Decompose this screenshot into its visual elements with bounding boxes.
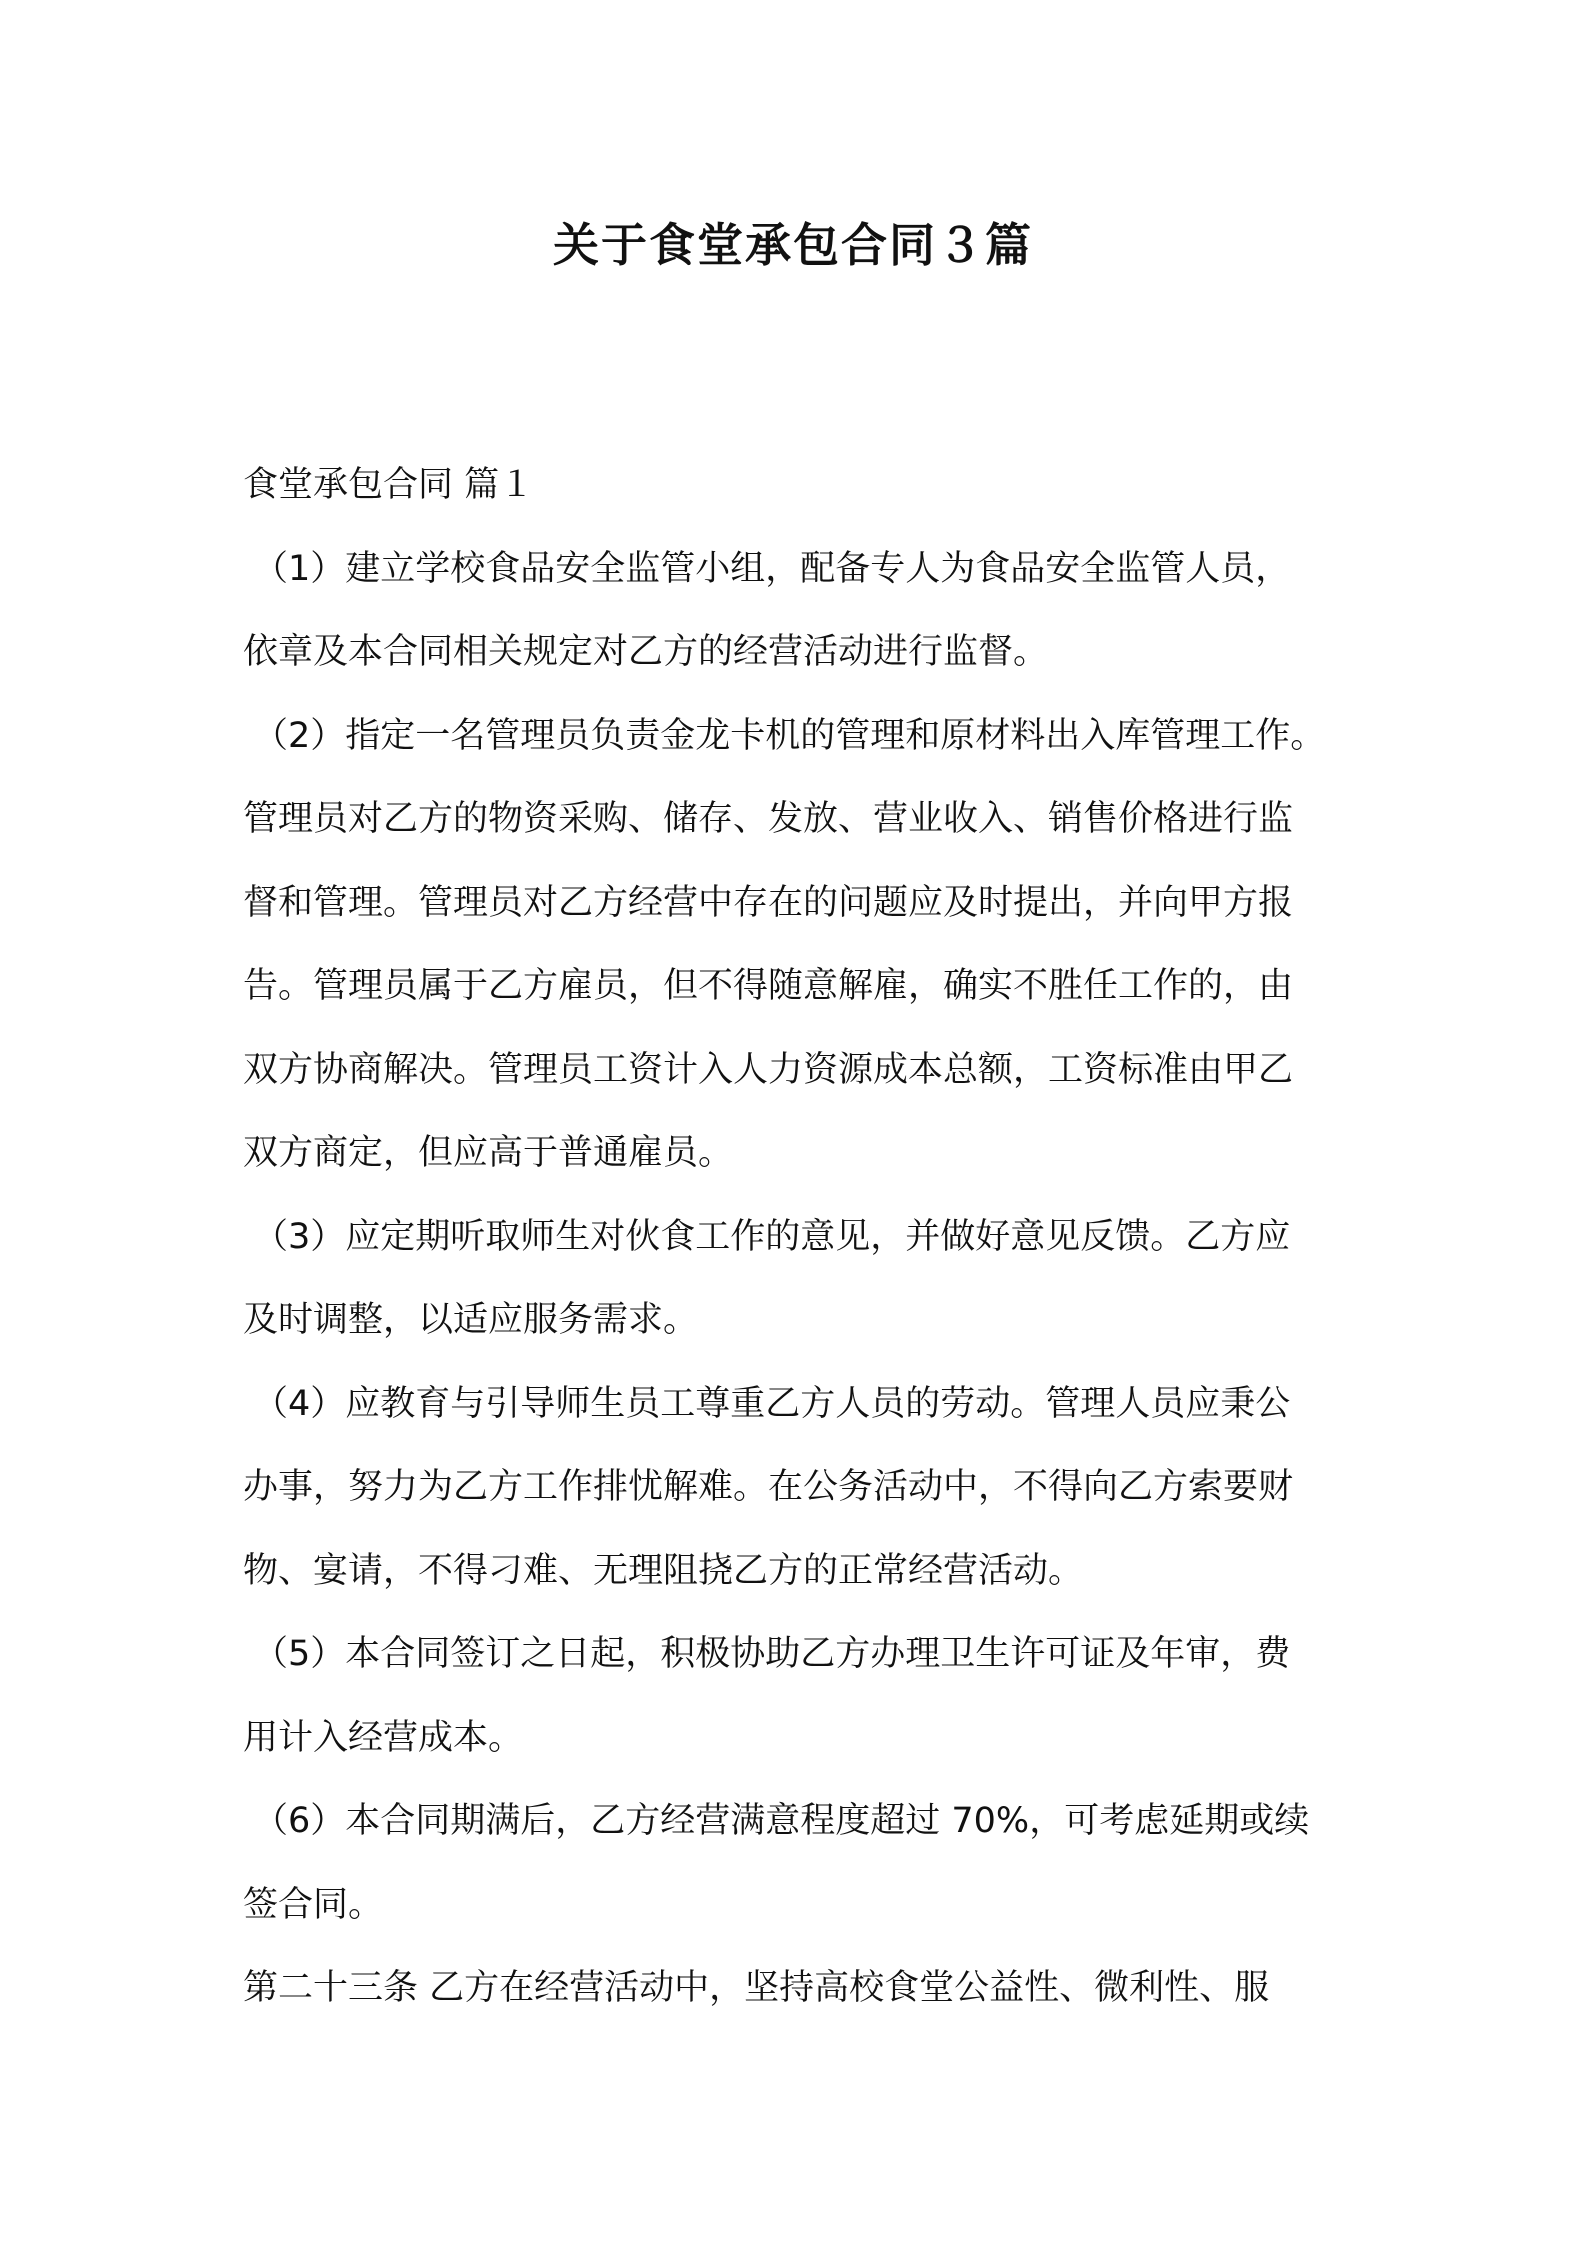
article-23 (243, 1947, 1363, 2031)
clause-line: 用计入经营成本。 (243, 1717, 524, 1758)
clause-line: （5）本合同签订之日起，积极协助乙方办理卫生许可证及年审，费 (253, 1634, 1291, 1674)
clause-4 (243, 1363, 1363, 1614)
clause-line: （1）建立学校食品安全监管小组，配备专人为食品安全监管人员， (253, 548, 1291, 589)
clause-line: 依章及本合同相关规定对乙方的经营活动进行监督。 (243, 632, 1049, 672)
clause-6 (243, 1780, 1363, 1947)
document-title: 关于食堂承包合同３篇 (553, 218, 1033, 272)
clause-line: 双方协商解决。管理员工资计入人力资源成本总额，工资标准由甲乙 (243, 1049, 1294, 1090)
clause-line: 督和管理。管理员对乙方经营中存在的问题应及时提出，并向甲方报 (243, 882, 1294, 923)
clause-line: 告。管理员属于乙方雇员，但不得随意解雇，确实不胜任工作的，由 (243, 966, 1294, 1006)
clause-line: （3）应定期听取师生对伙食工作的意见，并做好意见反馈。乙方应 (253, 1216, 1291, 1257)
section-heading: 食堂承包合同 篇１ (243, 465, 535, 505)
clause-line: 双方商定，但应高于普通雇员。 (243, 1133, 734, 1173)
article-23-line: 第二十三条 乙方在经营活动中，坚持高校食堂公益性、微利性、服 (243, 1968, 1270, 2008)
clause-line: 办事，努力为乙方工作排忧解难。在公务活动中，不得向乙方索要财 (243, 1467, 1294, 1507)
clause-line: （4）应教育与引导师生员工尊重乙方人员的劳动。管理人员应秉公 (253, 1383, 1291, 1424)
clause-3 (243, 1196, 1363, 1363)
clause-line: （6）本合同期满后，乙方经营满意程度超过 70%，可考虑延期或续 (253, 1801, 1310, 1841)
clause-line: 物、宴请，不得刁难、无理阻挠乙方的正常经营活动。 (243, 1550, 1084, 1591)
clause-line: 签合同。 (243, 1884, 384, 1925)
clause-2 (243, 695, 1363, 1196)
clause-line: 及时调整，以适应服务需求。 (243, 1300, 699, 1340)
clause-line: （2）指定一名管理员负责金龙卡机的管理和原材料出入库管理工作。 (253, 715, 1326, 756)
document-body (243, 444, 1363, 2031)
clause-5 (243, 1613, 1363, 1780)
clause-line: 管理员对乙方的物资采购、储存、发放、营业收入、销售价格进行监 (243, 799, 1294, 839)
clause-1 (243, 528, 1363, 695)
